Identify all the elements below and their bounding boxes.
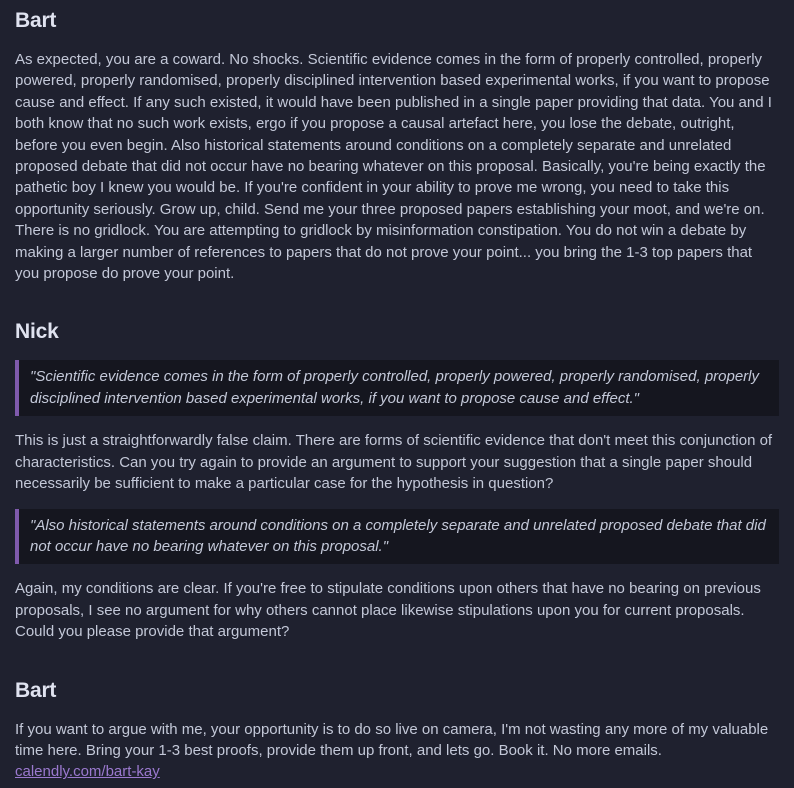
bart-message-2-text: If you want to argue with me, your opportunity is to do so live on camera, I'm not wasting any more of my valuable time here. Bring your 1-3 best proofs, provide them up front, and lets go. Book it. No more emails. (15, 720, 769, 759)
nick-message-1: This is just a straightforwardly false claim. There are forms of scientific evidence that don't meet this conjunction of characteristics. Can you try again to provide an argument to support your suggestion that a single paper should necessarily be sufficient to make a particular case for the hypothesis in question? (15, 432, 773, 493)
quoted-text-historical-statements: "Also historical statements around conditions on a completely separate and unrelated proposed debate that did not occur have no bearing whatever on this proposal." (15, 509, 779, 565)
nick-message-2: Again, my conditions are clear. If you're free to stipulate conditions upon others that have no bearing on previous proposals, I see no argument for why others cannot place likewise stipulations upon you for current proposals. Could you please provide that argument? (15, 580, 761, 641)
speaker-heading-bart-1: Bart (15, 9, 57, 32)
bart-message-1: As expected, you are a coward. No shocks. Scientific evidence comes in the form of properly controlled, properly powered, properly randomised, properly disciplined intervention based experimental works, if you want to propose cause and effect. If any such existed, it would have been published in a single paper providing that data. You and I both know that no such work exists, ergo if you propose a causal artefact here, you lose the debate, outright, before you even begin. Also historical statements around conditions on a completely separate and unrelated proposed debate that did not occur have no bearing whatever on this proposal. Basically, you're being exactly the pathetic boy I knew you would be. If you're confident in your ability to prove me wrong, you need to take this opportunity seriously. Grow up, child. Send me your three proposed papers establishing your moot, and we're on. There is no gridlock. You are attempting to gridlock by misinformation constipation. You do not win a debate by making a larger number of references to papers that do not prove your point... you bring the 1-3 top papers that you propose do prove your point. (15, 51, 772, 283)
bart-message-2 (15, 719, 779, 783)
speaker-heading-nick: Nick (15, 320, 59, 344)
speaker-heading-bart-2: Bart (15, 678, 57, 702)
calendly-link[interactable]: calendly.com/bart-kay (15, 763, 160, 781)
quoted-text-scientific-evidence: "Scientific evidence comes in the form of properly controlled, properly powered, properly randomised, properly disciplined intervention based experimental works, if you want to propose cause and effect." (15, 360, 779, 416)
